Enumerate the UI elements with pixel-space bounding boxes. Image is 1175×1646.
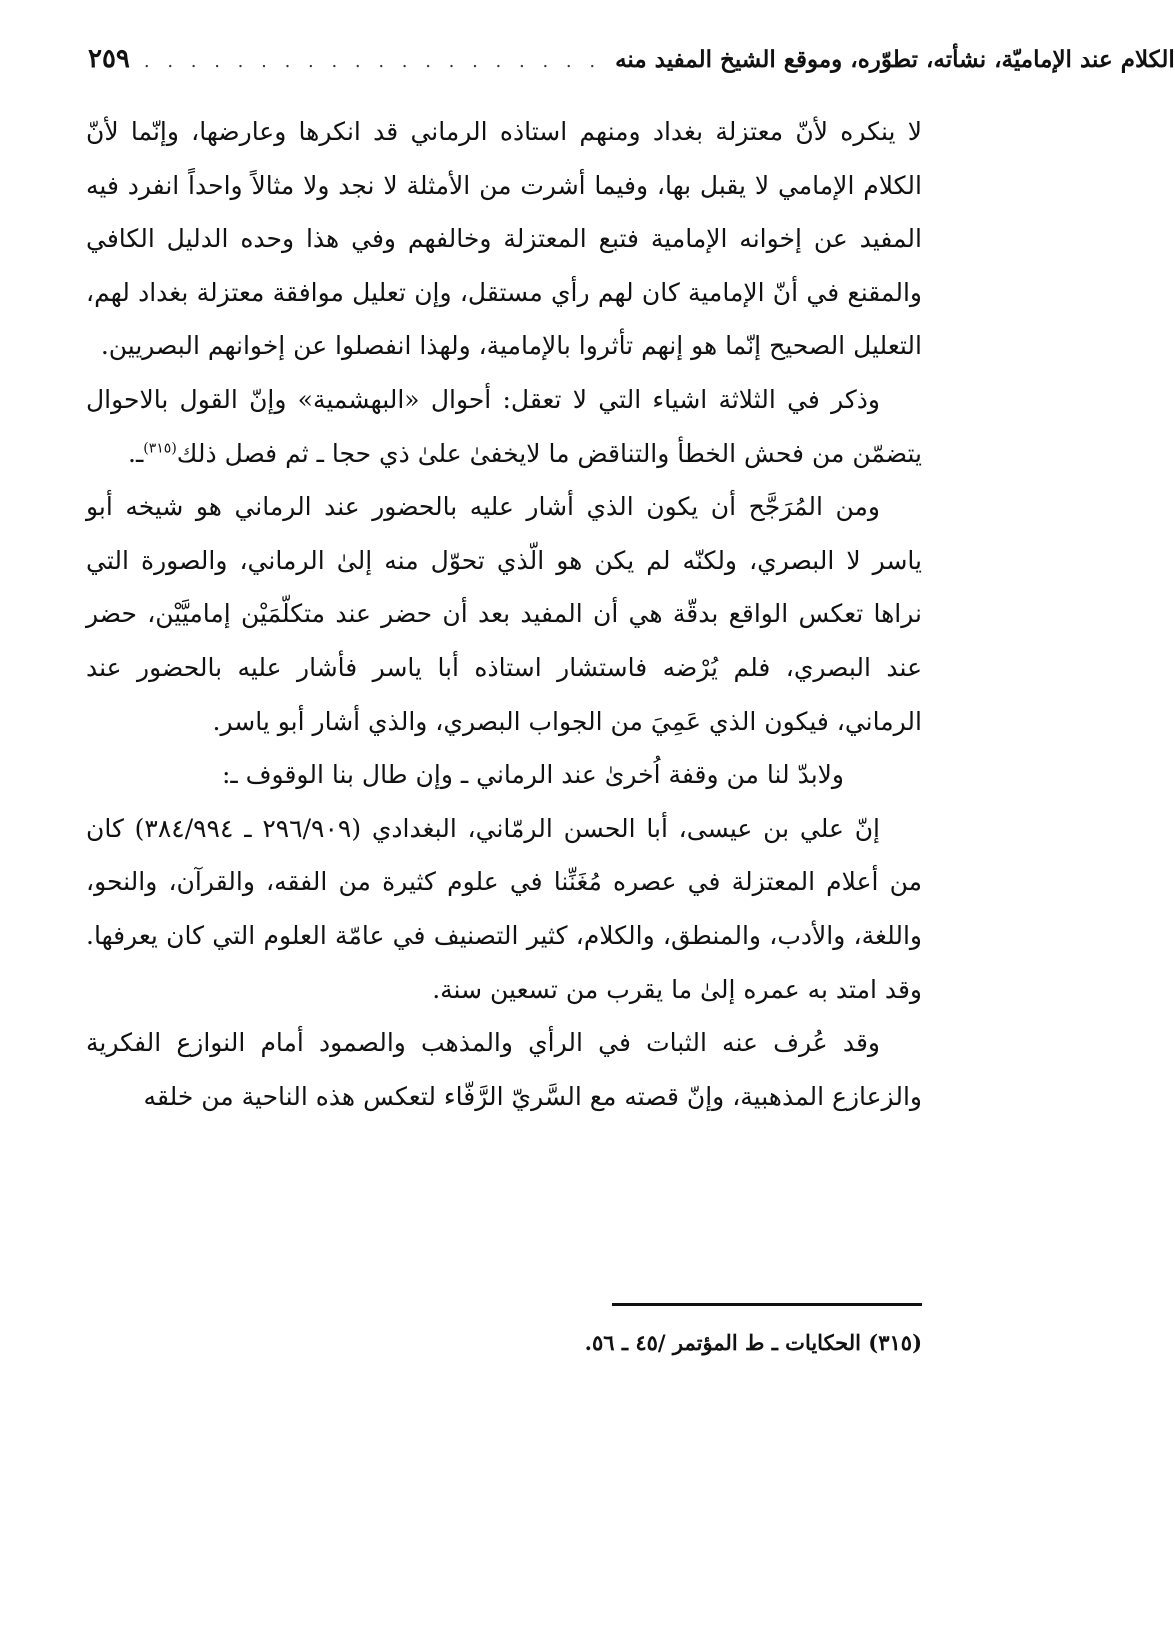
running-title: الكلام عند الإماميّة، نشأته، تطوّره، وموقع الشيخ المفيد منه — [615, 46, 1175, 73]
paragraph-4: ولابدّ لنا من وقفة اُخرىٰ عند الرماني ـ وإن طال بنا الوقوف ـ: — [221, 760, 844, 790]
footnote-reference[interactable]: (٣١٥) — [143, 440, 177, 457]
running-header — [88, 44, 1175, 84]
paragraph-2-tail: ـ. — [128, 438, 144, 468]
paragraph-2 — [86, 373, 922, 480]
paragraph-6: وقد عُرف عنه الثبات في الرأي والمذهب والصمود أمام النوازع الفكرية والزعازع المذهبية، وإنّ قصته مع السَّريّ الرَّفّاء لتعكس هذه الناحية من خلقه — [86, 1028, 922, 1111]
page-number: ٢٥٩ — [88, 44, 130, 74]
footnote: (٣١٥) الحكايات ـ ط المؤتمر /٤٥ ـ ٥٦. — [584, 1330, 922, 1355]
footnote-divider — [612, 1303, 922, 1306]
body-text — [86, 105, 922, 1123]
header-leader-dots: . . . . . . . . . . . . . . . . . . . . — [143, 51, 602, 72]
paragraph-3: ومن المُرَجَّح أن يكون الذي أشار عليه بالحضور عند الرماني هو شيخه أبو ياسر لا البصري، ولكنّه لم يكن هو الّذي تحوّل منه إلىٰ الرماني، والصورة التي نراها تعكس الواقع بدقّة هي أن المفيد بعد أن حضر عند متكلّمَيْن إماميَّيْن، حضر عند البصري، فلم يُرْضه فاستشار استاذه أبا ياسر فأشار عليه بالحضور عند الرماني، فيكون الذي عَمِيَ من الجواب البصري، والذي أشار أبو ياسر. — [86, 492, 922, 736]
paragraph-5: إنّ علي بن عيسى، أبا الحسن الرمّاني، البغدادي (٢٩٦/٩٠٩ ـ ٣٨٤/٩٩٤) كان من أعلام المعتزلة في عصره مُغَنِّنا في علوم كثيرة من الفقه، والقرآن، والنحو، واللغة، والأدب، والمنطق، والكلام، كثير التصنيف في عامّة العلوم التي كان يعرفها. وقد امتد به عمره إلىٰ ما يقرب من تسعين سنة. — [86, 813, 922, 1004]
paragraph-2-text: وذكر في الثلاثة اشياء التي لا تعقل: أحوال «البهشمية» وإنّ القول بالاحوال يتضمّن من فحش الخطأ والتناقض ما لايخفىٰ علىٰ ذي حجا ـ ثم فصل ذلك — [86, 384, 922, 468]
paragraph-1: لا ينكره لأنّ معتزلة بغداد ومنهم استاذه الرماني قد انكرها وعارضها، وإنّما لأنّ الكلام الإمامي لا يقبل بها، وفيما أشرت من الأمثلة لا نجد ولا مثالاً واحداً انفرد فيه المفيد عن إخوانه الإمامية فتبع المعتزلة وخالفهم وفي هذا وحده الدليل الكافي والمقنع في أنّ الإمامية كان لهم رأي مستقل، وإن تعليل موافقة معتزلة بغداد لهم، التعليل الصحيح إنّما هو إنهم تأثروا بالإمامية، ولهذا انفصلوا عن إخوانهم البصريين. — [86, 117, 922, 361]
